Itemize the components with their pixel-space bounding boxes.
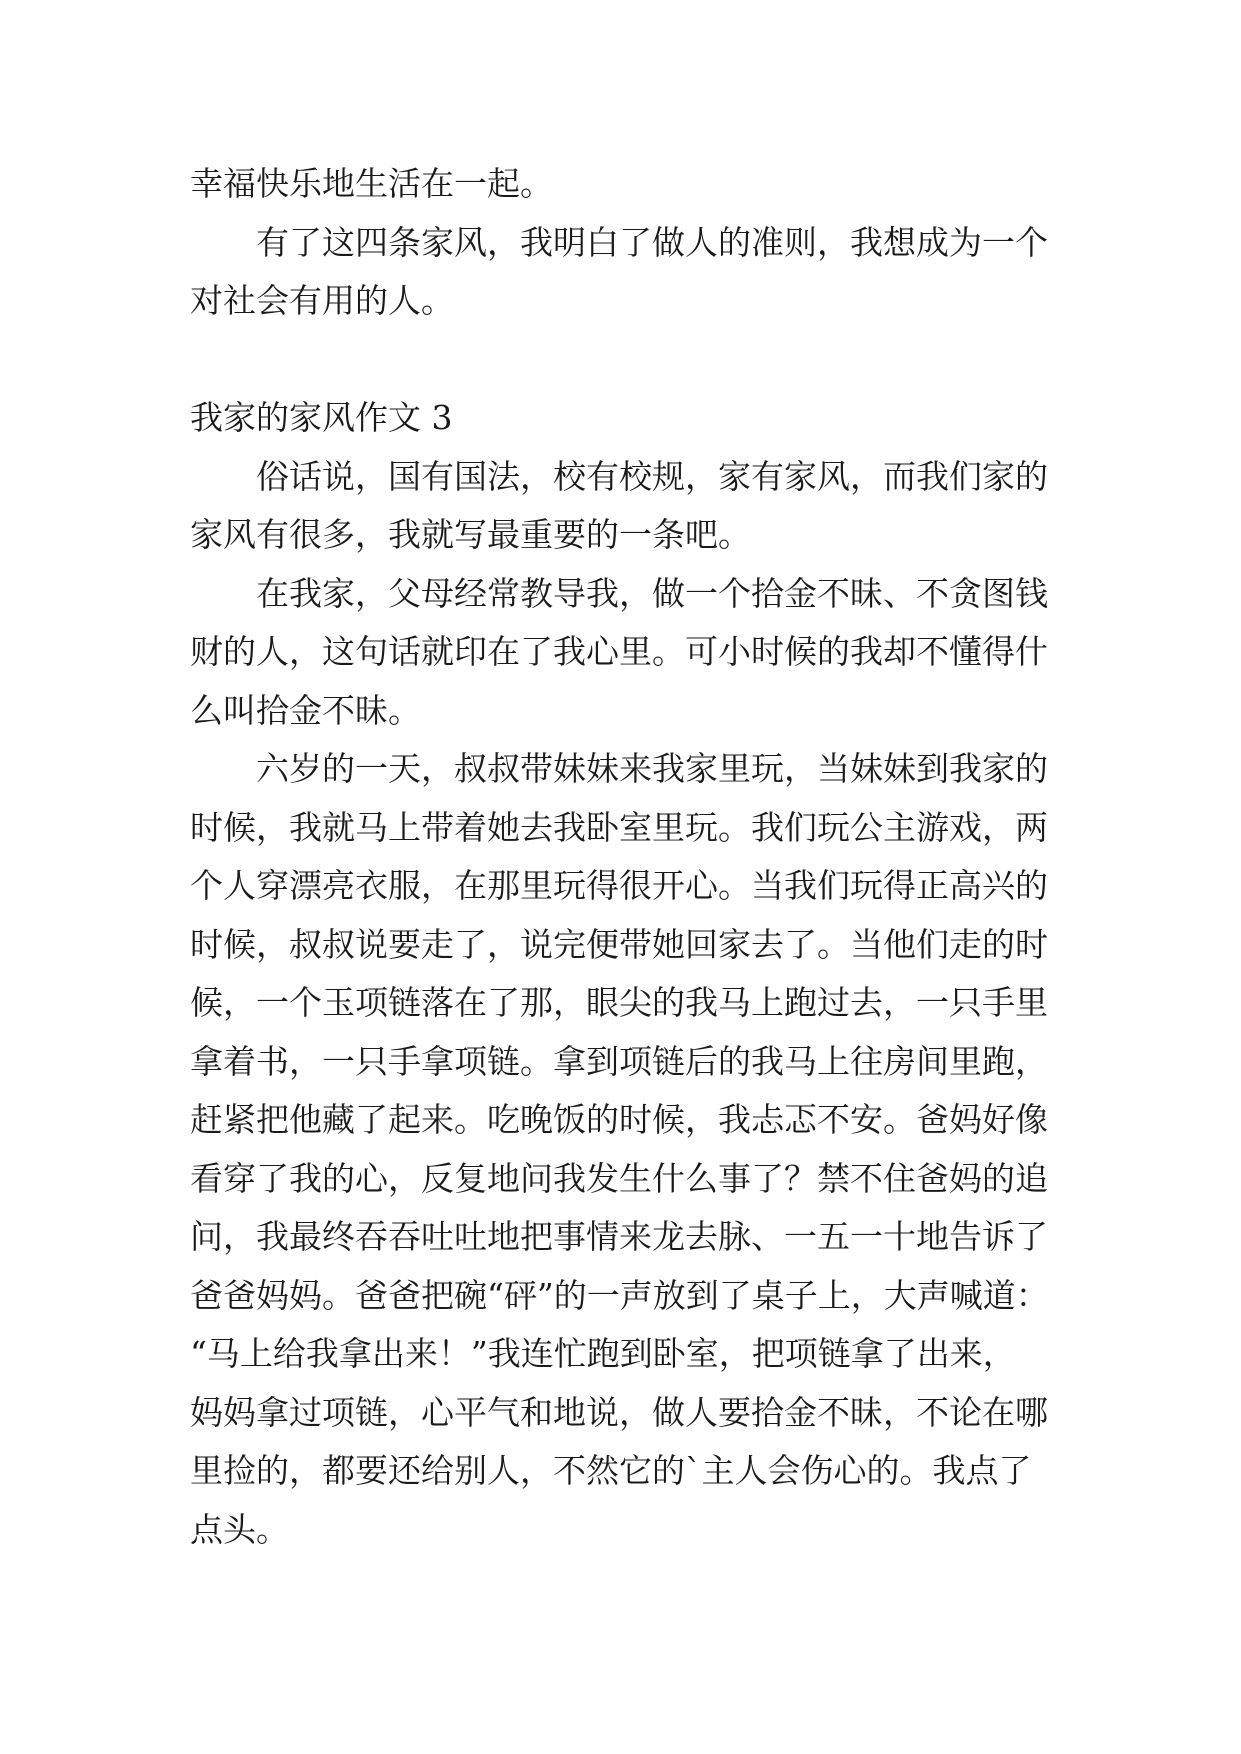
paragraph-line: 对社会有用的人。	[190, 281, 454, 320]
section-heading: 我家的家风作文 3	[190, 398, 453, 437]
paragraph-line: 时候，我就马上带着她去我卧室里玩。我们玩公主游戏，两	[190, 808, 1048, 847]
paragraph-line: 有了这四条家风，我明白了做人的准则，我想成为一个	[256, 223, 1048, 262]
paragraph-line: 俗话说，国有国法，校有校规，家有家风，而我们家的	[256, 457, 1048, 496]
paragraph-line: 候，一个玉项链落在了那，眼尖的我马上跑过去，一只手里	[190, 983, 1048, 1022]
paragraph-line: 么叫拾金不昧。	[190, 691, 421, 730]
paragraph-line: 赶紧把他藏了起来。吃晚饭的时候，我忐忑不安。爸妈好像	[190, 1100, 1048, 1139]
paragraph-line: 妈妈拿过项链，心平气和地说，做人要拾金不昧，不论在哪	[190, 1393, 1048, 1432]
paragraph-line: 里捡的，都要还给别人，不然它的`主人会伤心的。我点了	[190, 1451, 1032, 1490]
paragraph-line: 六岁的一天，叔叔带妹妹来我家里玩，当妹妹到我家的	[256, 749, 1048, 788]
paragraph-line: 财的人，这句话就印在了我心里。可小时候的我却不懂得什	[190, 632, 1048, 671]
paragraph-line: 拿着书，一只手拿项链。拿到项链后的我马上往房间里跑，	[190, 1042, 1048, 1081]
paragraph-line: 爸爸妈妈。爸爸把碗“砰”的一声放到了桌子上，大声喊道：	[190, 1276, 1049, 1315]
paragraph-line: 个人穿漂亮衣服，在那里玩得很开心。当我们玩得正高兴的	[190, 866, 1048, 905]
paragraph-line: 问，我最终吞吞吐吐地把事情来龙去脉、一五一十地告诉了	[190, 1217, 1048, 1256]
paragraph-line: 看穿了我的心，反复地问我发生什么事了？禁不住爸妈的追	[190, 1159, 1048, 1198]
paragraph-line: 幸福快乐地生活在一起。	[190, 164, 553, 203]
paragraph-line: 在我家，父母经常教导我，做一个拾金不昧、不贪图钱	[256, 574, 1048, 613]
paragraph-line: 点头。	[190, 1510, 289, 1549]
paragraph-line: 时候，叔叔说要走了，说完便带她回家去了。当他们走的时	[190, 925, 1048, 964]
paragraph-line: 家风有很多，我就写最重要的一条吧。	[190, 515, 751, 554]
paragraph-line: “马上给我拿出来！”我连忙跑到卧室，把项链拿了出来，	[190, 1334, 1016, 1373]
